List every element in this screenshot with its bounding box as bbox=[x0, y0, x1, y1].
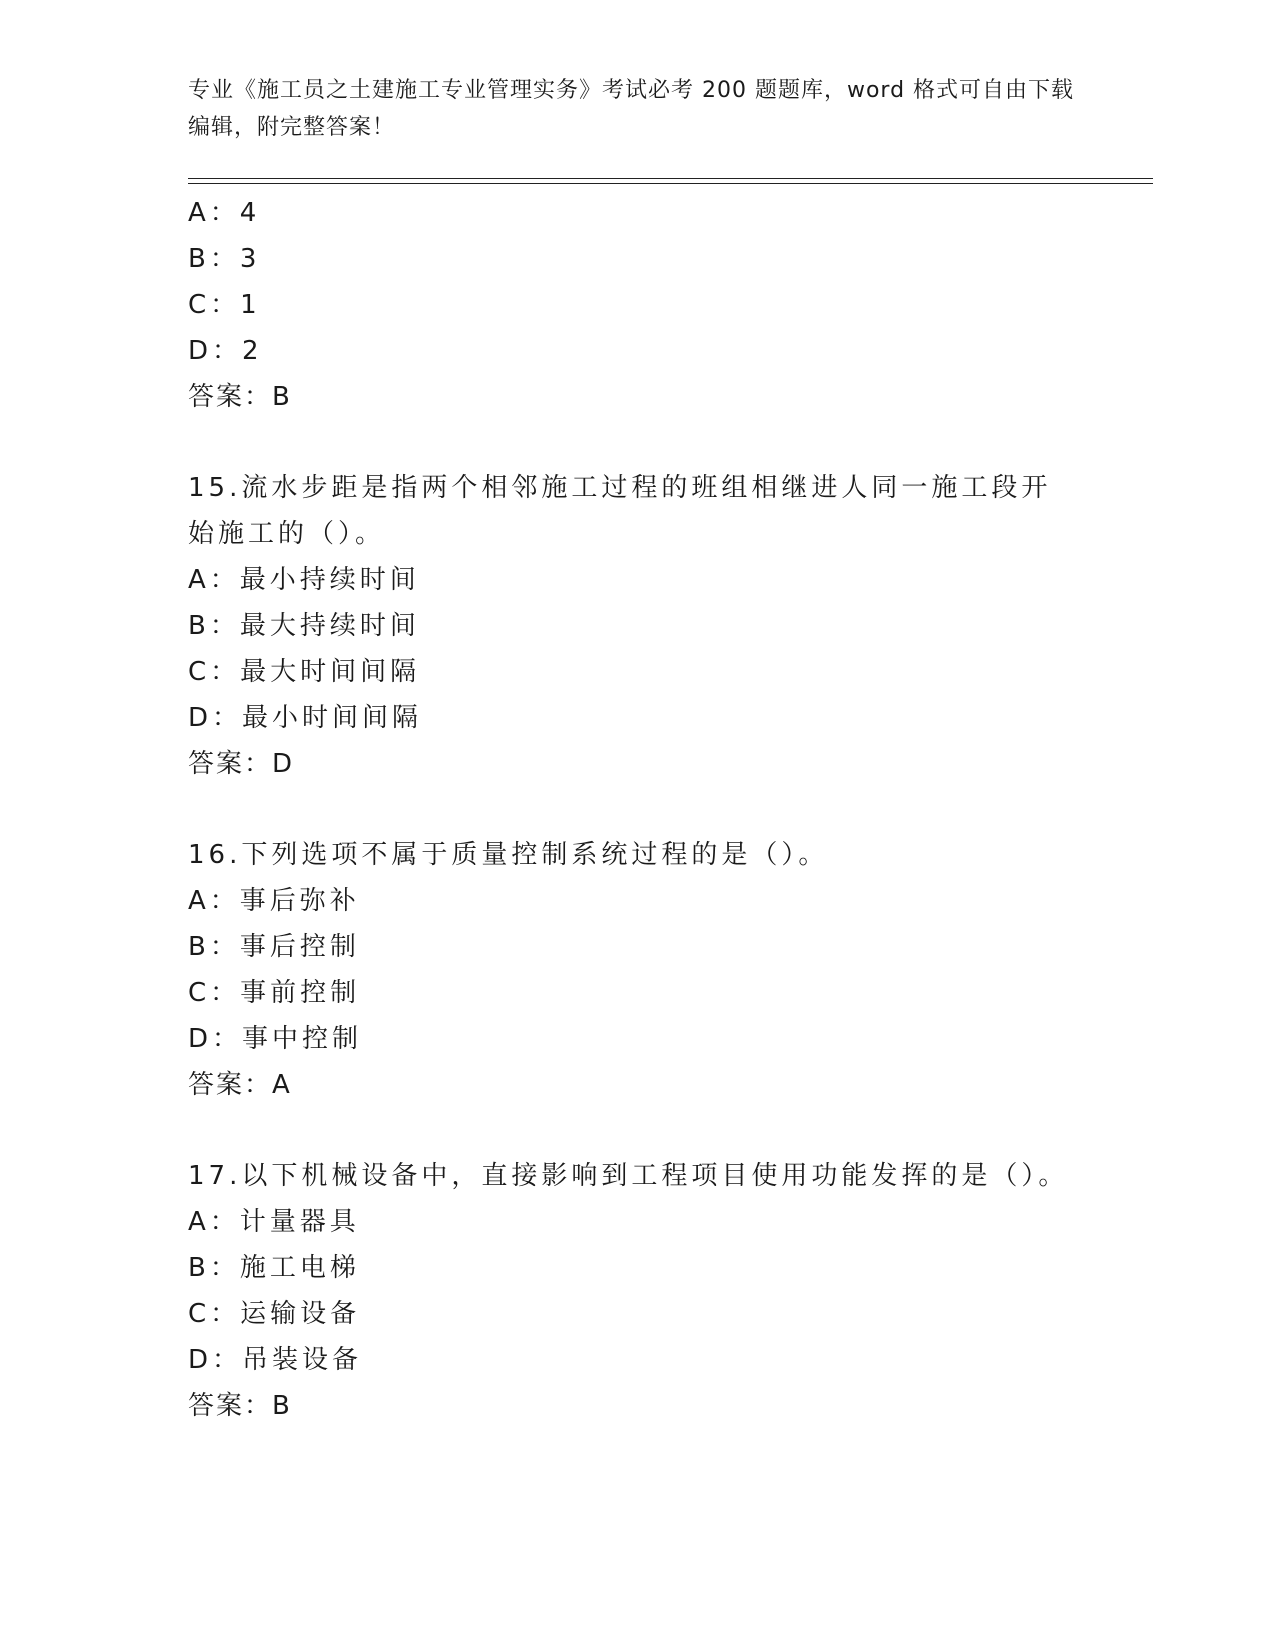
option-b: B：最大持续时间 bbox=[188, 611, 420, 641]
option-d: D：事中控制 bbox=[188, 1024, 363, 1054]
option-b: B：施工电梯 bbox=[188, 1253, 360, 1283]
question-text: 17.以下机械设备中，直接影响到工程项目使用功能发挥的是（）。 bbox=[188, 1161, 1069, 1191]
option-a: A：事后弥补 bbox=[188, 886, 360, 916]
question-text: 15.流水步距是指两个相邻施工过程的班组相继进人同一施工段开始施工的（）。 bbox=[188, 473, 1052, 549]
answer-line: 答案：A bbox=[188, 1070, 292, 1100]
question-block bbox=[188, 1153, 1088, 1429]
option-a: A：最小持续时间 bbox=[188, 565, 420, 595]
option-a: A：计量器具 bbox=[188, 1207, 360, 1237]
question-block bbox=[188, 465, 1088, 787]
answer-line: 答案：D bbox=[188, 749, 295, 779]
option-c: C：运输设备 bbox=[188, 1299, 361, 1329]
header-divider-bottom bbox=[188, 183, 1153, 184]
header-divider-top bbox=[188, 178, 1153, 179]
answer-line: 答案：B bbox=[188, 1391, 292, 1421]
document-header: 专业《施工员之土建施工专业管理实务》考试必考 200 题题库，word 格式可自由下载编辑，附完整答案！ bbox=[188, 78, 1075, 140]
option-b: B：事后控制 bbox=[188, 932, 360, 962]
option-d: D：最小时间间隔 bbox=[188, 703, 423, 733]
option-d: D：2 bbox=[188, 336, 263, 366]
option-c: C：事前控制 bbox=[188, 978, 361, 1008]
option-b: B：3 bbox=[188, 244, 261, 274]
option-c: C：最大时间间隔 bbox=[188, 657, 421, 687]
answer-line: 答案：B bbox=[188, 382, 292, 412]
option-d: D：吊装设备 bbox=[188, 1345, 363, 1375]
option-a: A：4 bbox=[188, 198, 261, 228]
question-list bbox=[188, 190, 1088, 1429]
question-block bbox=[188, 832, 1088, 1108]
question-text: 16.下列选项不属于质量控制系统过程的是（）。 bbox=[188, 840, 829, 870]
question-block bbox=[188, 190, 1088, 420]
option-c: C：1 bbox=[188, 290, 261, 320]
